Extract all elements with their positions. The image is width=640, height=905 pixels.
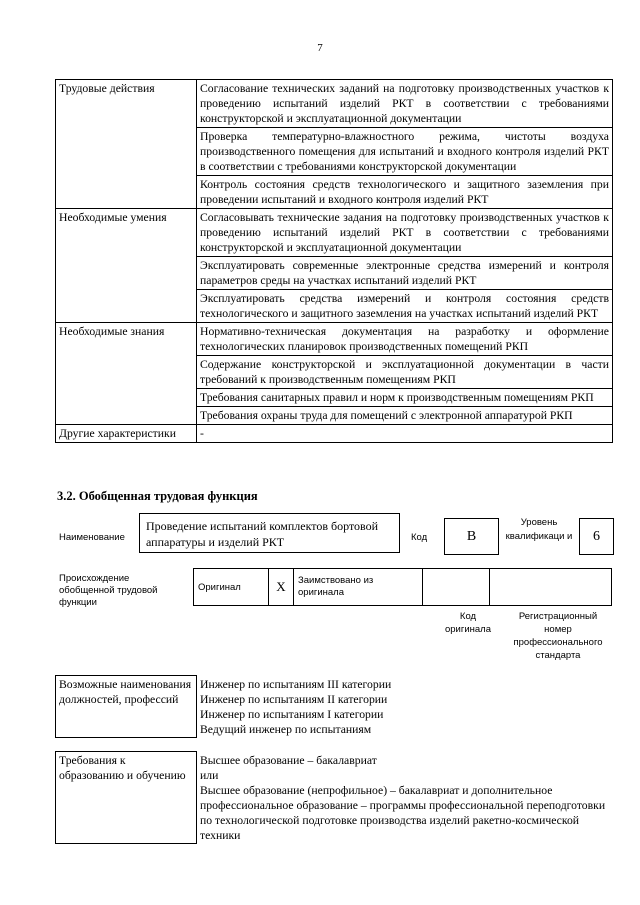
position-item: Инженер по испытаниям II категории [200,692,388,706]
page-number: 7 [317,42,323,54]
registration-number-cell [490,569,612,606]
code-value-box: В [444,518,499,555]
skill-item: Эксплуатировать современные электронные средства измерений и контроля параметров среды на участках испытаний изделий РКТ [197,257,613,290]
education-label: Требования к образованию и обучению [56,752,197,844]
origin-table [193,568,612,606]
original-label: Оригинал [194,569,269,606]
knowledge-item: Нормативно-техническая документация на разработку и оформление технологических планировок производственных помещений РКП [197,323,613,356]
knowledge-item: Требования санитарных правил и норм к производственным помещениям РКП [197,389,613,407]
education-list [197,752,614,844]
positions-table [55,675,613,738]
education-item: Высшее образование – бакалавриат [200,753,377,767]
knowledge-item: Требования охраны труда для помещений с электронной аппаратурой РКП [197,407,613,425]
skills-label: Необходимые умения [56,209,197,323]
position-item: Инженер по испытаниям III категории [200,677,392,691]
labor-function-table [55,79,613,443]
position-item: Ведущий инженер по испытаниям [200,722,372,736]
code-label: Код [411,532,428,543]
function-name-box: Проведение испытаний комплектов бортовой аппаратуры и изделий РКТ [139,513,400,553]
skill-item: Согласовывать технические задания на подготовку производственных участков к проведению испытаний изделий РКТ в соответствии с требованиями конструкторской и эксплуатационной документации [197,209,613,257]
knowledge-item: Содержание конструкторской и эксплуатационной документации в части требований к производственным помещениям РКП [197,356,613,389]
name-label: Наименование [59,532,125,543]
qualification-level-label: Уровень квалификаци и [505,517,573,542]
education-item: Высшее образование (непрофильное) – бакалавриат и дополнительное профессиональное образование – программы профессиональной переподготовки по технологической подготовке производства изделий ракетно-космической техники [200,783,606,842]
positions-label: Возможные наименования должностей, профессий [56,676,197,738]
registration-number-caption: Регистрационный номер профессионального стандарта [513,611,603,661]
original-code-caption: Код оригинала [444,611,491,635]
labor-actions-label: Трудовые действия [56,80,197,209]
other-characteristics-value: - [197,425,613,443]
section-heading: 3.2. Обобщенная трудовая функция [57,489,258,503]
other-characteristics-label: Другие характеристики [56,425,197,443]
labor-action-item: Согласование технических заданий на подготовку производственных участков к проведению испытаний изделий РКТ в соответствии с требованиями конструкторской и эксплуатационной документации [197,80,613,128]
borrowed-label: Заимствовано из оригинала [294,569,423,606]
original-mark: X [269,569,294,606]
positions-list [197,676,614,738]
education-item: или [200,768,219,782]
position-item: Инженер по испытаниям I категории [200,707,384,721]
skill-item: Эксплуатировать средства измерений и контроля состояния средств технологического и защитного заземления на участках испытаний изделий РКТ [197,290,613,323]
qualification-level-box: 6 [579,518,614,555]
origin-label: Происхождение обобщенной трудовой функции [59,573,158,608]
labor-action-item: Контроль состояния средств технологического и защитного заземления при проведении испытаний и входного контроля изделий РКТ [197,176,613,209]
education-table [55,751,613,844]
original-code-cell [423,569,490,606]
knowledge-label: Необходимые знания [56,323,197,425]
labor-action-item: Проверка температурно-влажностного режима, чистоты воздуха производственного помещения для испытаний и входного контроля изделий РКТ в соответствии с требованиями конструкторской документации [197,128,613,176]
